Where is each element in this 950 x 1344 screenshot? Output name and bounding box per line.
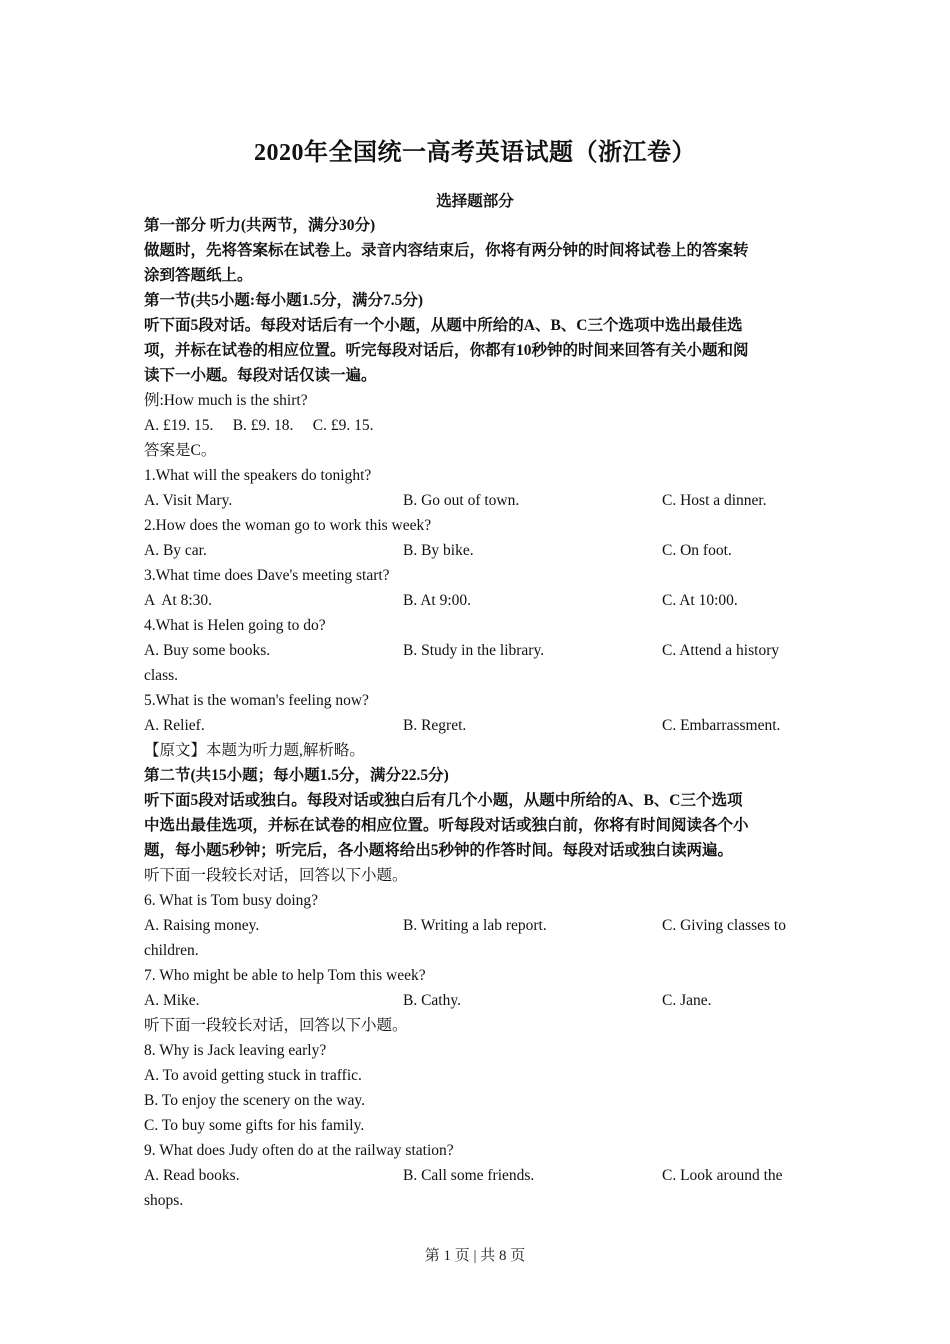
- section1-intro-line: 听下面5段对话。每段对话后有一个小题，从题中所给的A、B、C三个选项中选出最佳选: [144, 317, 743, 334]
- question-options: [144, 988, 808, 1013]
- page-title: 2020年全国统一高考英语试题（浙江卷）: [254, 140, 696, 166]
- option-c: C. Giving classes to: [662, 917, 786, 934]
- question-options: [144, 538, 808, 563]
- option-c: C. Jane.: [662, 992, 712, 1009]
- option-c: C. Look around the: [662, 1167, 783, 1184]
- dialogue-intro: 听下面一段较长对话，回答以下小题。: [144, 1017, 408, 1034]
- example-question: 例:How much is the shirt?: [144, 392, 308, 409]
- example-options: A. £19. 15. B. £9. 18. C. £9. 15.: [144, 417, 374, 434]
- original-note: 【原文】本题为听力题,解析略。: [144, 742, 365, 759]
- section1-heading: 第一节(共5小题:每小题1.5分，满分7.5分): [144, 292, 423, 309]
- option-c: C. Embarrassment.: [662, 717, 781, 734]
- example-answer: 答案是C。: [144, 442, 217, 459]
- option-b: B. At 9:00.: [403, 592, 472, 609]
- option-wrap: children.: [144, 942, 199, 959]
- question-stem: 7. Who might be able to help Tom this week?: [144, 967, 426, 984]
- question-options: [144, 588, 808, 613]
- option-b: B. Call some friends.: [403, 1167, 535, 1184]
- option-b: B. By bike.: [403, 542, 474, 559]
- option-a: A. Mike.: [144, 992, 200, 1009]
- section2-intro-line: 题，每小题5秒钟；听完后，各小题将给出5秒钟的作答时间。每段对话或独白读两遍。: [144, 842, 734, 859]
- section-subtitle: 选择题部分: [436, 193, 514, 210]
- option-c: C. At 10:00.: [662, 592, 738, 609]
- question-stem: 1.What will the speakers do tonight?: [144, 467, 372, 484]
- question-stem: 2.How does the woman go to work this week?: [144, 517, 432, 534]
- question-options: [144, 1163, 808, 1188]
- question-options: [144, 488, 808, 513]
- page-footer: 第 1 页 | 共 8 页: [424, 1248, 526, 1264]
- option-a: A At 8:30.: [144, 592, 213, 609]
- option-b: B. Regret.: [403, 717, 467, 734]
- section1-intro-line: 读下一小题。每段对话仅读一遍。: [144, 367, 377, 384]
- part1-heading: 第一部分 听力(共两节，满分30分): [144, 217, 376, 234]
- question-stem: 6. What is Tom busy doing?: [144, 892, 319, 909]
- section2-intro-line: 中选出最佳选项，并标在试卷的相应位置。听每段对话或独白前，你将有时间阅读各个小: [144, 817, 749, 834]
- dialogue-intro: 听下面一段较长对话，回答以下小题。: [144, 867, 408, 884]
- section2-intro-line: 听下面5段对话或独白。每段对话或独白后有几个小题，从题中所给的A、B、C三个选项: [144, 792, 743, 809]
- option-wrap: shops.: [144, 1192, 184, 1209]
- option-c: C. To buy some gifts for his family.: [144, 1117, 365, 1134]
- option-a: A. Relief.: [144, 717, 205, 734]
- option-c: C. Host a dinner.: [662, 492, 767, 509]
- option-b: B. Cathy.: [403, 992, 461, 1009]
- part1-intro-line: 做题时，先将答案标在试卷上。录音内容结束后，你将有两分钟的时间将试卷上的答案转: [144, 242, 749, 259]
- option-a: A. By car.: [144, 542, 207, 559]
- section1-intro-line: 项，并标在试卷的相应位置。听完每段对话后，你都有10秒钟的时间来回答有关小题和阅: [144, 342, 749, 359]
- part1-intro-line: 涂到答题纸上。: [144, 267, 253, 284]
- option-b: B. Study in the library.: [403, 642, 545, 659]
- option-a: A. To avoid getting stuck in traffic.: [144, 1067, 362, 1084]
- option-a: A. Buy some books.: [144, 642, 271, 659]
- question-options: [144, 713, 808, 738]
- option-a: A. Read books.: [144, 1167, 240, 1184]
- section2-heading: 第二节(共15小题；每小题1.5分，满分22.5分): [144, 767, 449, 784]
- question-stem: 3.What time does Dave's meeting start?: [144, 567, 390, 584]
- option-c: C. On foot.: [662, 542, 732, 559]
- exam-body: [144, 213, 808, 1213]
- option-c: C. Attend a history: [662, 642, 780, 659]
- option-a: A. Raising money.: [144, 917, 260, 934]
- question-stem: 5.What is the woman's feeling now?: [144, 692, 369, 709]
- question-options: [144, 638, 808, 663]
- question-stem: 8. Why is Jack leaving early?: [144, 1042, 327, 1059]
- question-stem: 4.What is Helen going to do?: [144, 617, 326, 634]
- option-wrap: class.: [144, 667, 179, 684]
- option-a: A. Visit Mary.: [144, 492, 233, 509]
- option-b: B. Writing a lab report.: [403, 917, 547, 934]
- option-b: B. Go out of town.: [403, 492, 520, 509]
- option-b: B. To enjoy the scenery on the way.: [144, 1092, 366, 1109]
- question-options: [144, 913, 808, 938]
- question-stem: 9. What does Judy often do at the railway station?: [144, 1142, 454, 1159]
